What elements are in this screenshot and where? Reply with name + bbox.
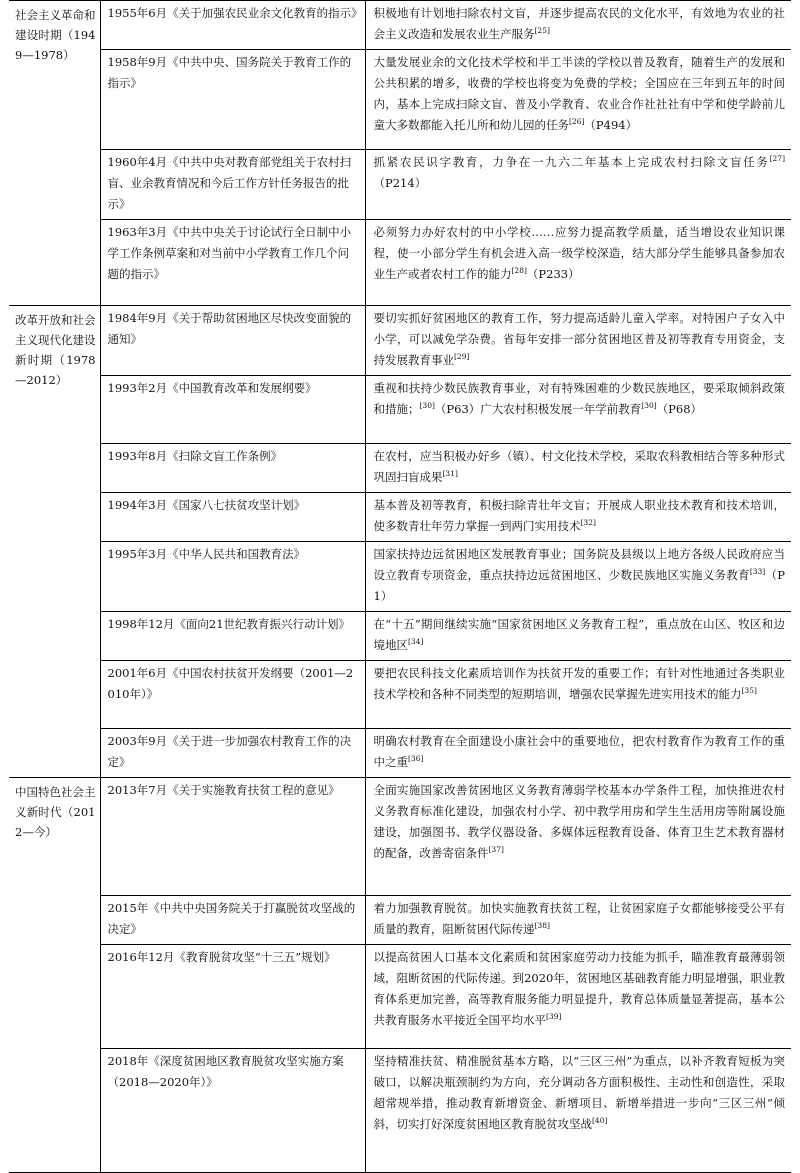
citation-ref: [39] — [546, 1012, 562, 1022]
content-cell — [365, 376, 791, 444]
policy-table — [9, 0, 791, 1173]
policy-cell: 2013年7月《关于实施教育扶贫工程的意见》 — [100, 778, 365, 896]
policy-cell: 1994年3月《国家八七扶贫攻坚计划》 — [100, 493, 365, 542]
policy-cell: 2016年12月《教育脱贫攻坚“十三五”规划》 — [100, 945, 365, 1049]
table-row — [9, 612, 791, 661]
table-row — [9, 945, 791, 1049]
policy-cell: 1998年12月《面向21世纪教育振兴行动计划》 — [100, 612, 365, 661]
citation-ref: [38] — [534, 921, 550, 931]
content-cell — [365, 1, 791, 50]
table-row — [9, 444, 791, 493]
table-row — [9, 1049, 791, 1173]
citation-ref: [34] — [408, 637, 424, 647]
content-cell — [365, 306, 791, 376]
content-cell — [365, 661, 791, 729]
content-text: 在“十五”期间继续实施“国家贫困地区义务教育工程”，重点放在山区、牧区和边境地区 — [373, 617, 785, 652]
citation-ref: [35] — [741, 686, 757, 696]
table-row — [9, 729, 791, 778]
content-text: 基本普及初等教育，积极扫除青壮年文盲；开展成人职业技术教育和技术培训，使多数青壮年劳力掌握一到两门实用技术 — [373, 498, 785, 533]
content-cell — [365, 612, 791, 661]
citation-ref: [27] — [769, 154, 785, 164]
content-cell — [365, 945, 791, 1049]
content-cell — [365, 778, 791, 896]
citation-ref: [36] — [408, 754, 424, 764]
page-ref: （P63） — [434, 402, 481, 416]
content-text: 全面实施国家改善贫困地区义务教育薄弱学校基本办学条件工程，加快推进农村义务教育标准化建设，加强农村小学、初中教学用房和学生生活用房等附属设施建设，加强图书、教学仪器设备、多媒体远程教育设备、体育卫生艺术教育器材的配备，改善寄宿条件 — [373, 783, 785, 860]
content-text: 明确农村教育在全面建设小康社会中的重要地位，把农村教育作为教育工作的重中之重 — [373, 734, 785, 769]
citation-ref: [37] — [488, 845, 504, 855]
period-cell: 社会主义革命和建设时期（1949—1978） — [9, 1, 100, 306]
content-cell — [365, 444, 791, 493]
policy-cell: 1958年9月《中共中央、国务院关于教育工作的指示》 — [100, 50, 365, 150]
content-cell — [365, 150, 791, 220]
content-cell — [365, 896, 791, 945]
citation-ref: [26] — [569, 117, 585, 127]
period-cell: 中国特色社会主义新时代（2012—今） — [9, 778, 100, 1173]
policy-cell: 1993年2月《中国教育改革和发展纲要》 — [100, 376, 365, 444]
content-cell — [365, 220, 791, 306]
table-row — [9, 493, 791, 542]
content-text: 以提高贫困人口基本文化素质和贫困家庭劳动力技能为抓手，瞄准教育最薄弱领域，阻断贫困的代际传递。到2020年，贫困地区基础教育能力明显增强，职业教育体系更加完善，高等教育服务能力明显提升，教育总体质量显著提高，基本公共教育服务水平接近全国平均水平 — [373, 950, 785, 1027]
policy-cell: 2003年9月《关于进一步加强农村教育工作的决定》 — [100, 729, 365, 778]
content-cell — [365, 1049, 791, 1173]
policy-cell: 2018年《深度贫困地区教育脱贫攻坚实施方案（2018—2020年）》 — [100, 1049, 365, 1173]
content-cell — [365, 729, 791, 778]
table-row — [9, 306, 791, 376]
page-ref: （P233） — [526, 267, 580, 281]
table-row — [9, 220, 791, 306]
content-text: 国家扶持边远贫困地区发展教育事业；国务院及县级以上地方各级人民政府应当设立教育专项资金，重点扶持边远贫困地区、少数民族地区实施义务教育 — [373, 547, 785, 582]
content-text: 坚持精准扶贫、精准脱贫基本方略，以“三区三州”为重点，以补齐教育短板为突破口，以解决瓶颈制约为方向，充分调动各方面积极性、主动性和创造性，采取超常规举措，推动教育新增资金、新增项目、新增举措进一步向“三区三州”倾斜，切实打好深度贫困地区教育脱贫攻坚战 — [373, 1054, 785, 1131]
policy-table-body — [9, 1, 791, 1173]
citation-ref: [40] — [592, 1116, 608, 1126]
content-text: 抓紧农民识字教育，力争在一九六二年基本上完成农村扫除文盲任务 — [373, 155, 770, 169]
page-ref: （P68） — [656, 402, 703, 416]
policy-cell: 2015年《中共中央国务院关于打赢脱贫攻坚战的决定》 — [100, 896, 365, 945]
page-ref: （P214） — [373, 176, 427, 190]
policy-cell: 1984年9月《关于帮助贫困地区尽快改变面貌的通知》 — [100, 306, 365, 376]
content-text: 积极地有计划地扫除农村文盲，并逐步提高农民的文化水平，有效地为农业的社会主义改造和发展农业生产服务 — [373, 6, 785, 41]
content-text: 要切实抓好贫困地区的教育工作，努力提高适龄儿童入学率。对特困户子女入中小学，可以减免学杂费。省每年安排一部分贫困地区普及初等教育专用资金，支持发展教育事业 — [373, 311, 785, 367]
citation-ref: [25] — [534, 26, 550, 36]
policy-cell: 2001年6月《中国农村扶贫开发纲要（2001—2010年）》 — [100, 661, 365, 729]
policy-cell: 1960年4月《中共中央对教育部党组关于农村扫盲、业余教育情况和今后工作方针任务报告的批示》 — [100, 150, 365, 220]
page-ref: （P1） — [373, 568, 785, 603]
citation-ref: [33] — [749, 567, 766, 577]
content-text: 要把农民科技文化素质培训作为扶贫开发的重要工作；有针对性地通过各类职业技术学校和各种不同类型的短期培训，增强农民掌握先进实用技术的能力 — [373, 666, 785, 701]
content-cell — [365, 50, 791, 150]
content-text: 广大农村积极发展一年学前教育 — [480, 402, 642, 416]
content-text: 重视和扶持少数民族教育事业，对有特殊困难的少数民族地区，要采取倾斜政策和措施； — [373, 381, 785, 416]
citation-ref: [28] — [511, 266, 527, 276]
table-row — [9, 50, 791, 150]
period-cell: 改革开放和社会主义现代化建设新时期（1978—2012） — [9, 306, 100, 778]
content-cell — [365, 542, 791, 612]
content-text: 必须努力办好农村的中小学校……应努力提高教学质量，适当增设农业知识课程，使一小部分学生有机会进入高一级学校深造，结大部分学生能够具备参加农业生产或者农村工作的能力 — [373, 225, 785, 281]
content-text: 着力加强教育脱贫。加快实施教育扶贫工程，让贫困家庭子女都能够接受公平有质量的教育，阻断贫困代际传递 — [373, 901, 785, 936]
table-row — [9, 661, 791, 729]
table-row — [9, 376, 791, 444]
content-text: 在农村，应当积极办好乡（镇）、村文化技术学校，采取农科教相结合等多种形式巩固扫盲成果 — [373, 449, 785, 484]
content-text: 大量发展业余的文化技术学校和半工半读的学校以普及教育，随着生产的发展和公共积累的增多，收费的学校也将变为免费的学校；全国应在三年到五年的时间内，基本上完成扫除文盲、普及小学教育、农业合作社社社有中学和使学龄前儿童大多数都能入托儿所和幼儿园的任务 — [373, 55, 785, 132]
citation-ref: [30] — [641, 401, 657, 411]
policy-cell: 1995年3月《中华人民共和国教育法》 — [100, 542, 365, 612]
table-row — [9, 150, 791, 220]
page-ref: （P494） — [584, 118, 638, 132]
table-row — [9, 778, 791, 896]
table-row — [9, 542, 791, 612]
policy-cell: 1955年6月《关于加强农民业余文化教育的指示》 — [100, 1, 365, 50]
citation-ref: [29] — [454, 352, 470, 362]
table-row — [9, 896, 791, 945]
citation-ref: [30] — [419, 401, 435, 411]
citation-ref: [31] — [442, 469, 458, 479]
policy-cell: 1993年8月《扫除文盲工作条例》 — [100, 444, 365, 493]
table-row — [9, 1, 791, 50]
policy-cell: 1963年3月《中共中央关于讨论试行全日制中小学工作条例草案和对当前中小学教育工作几个问题的指示》 — [100, 220, 365, 306]
content-cell — [365, 493, 791, 542]
citation-ref: [32] — [580, 518, 596, 528]
